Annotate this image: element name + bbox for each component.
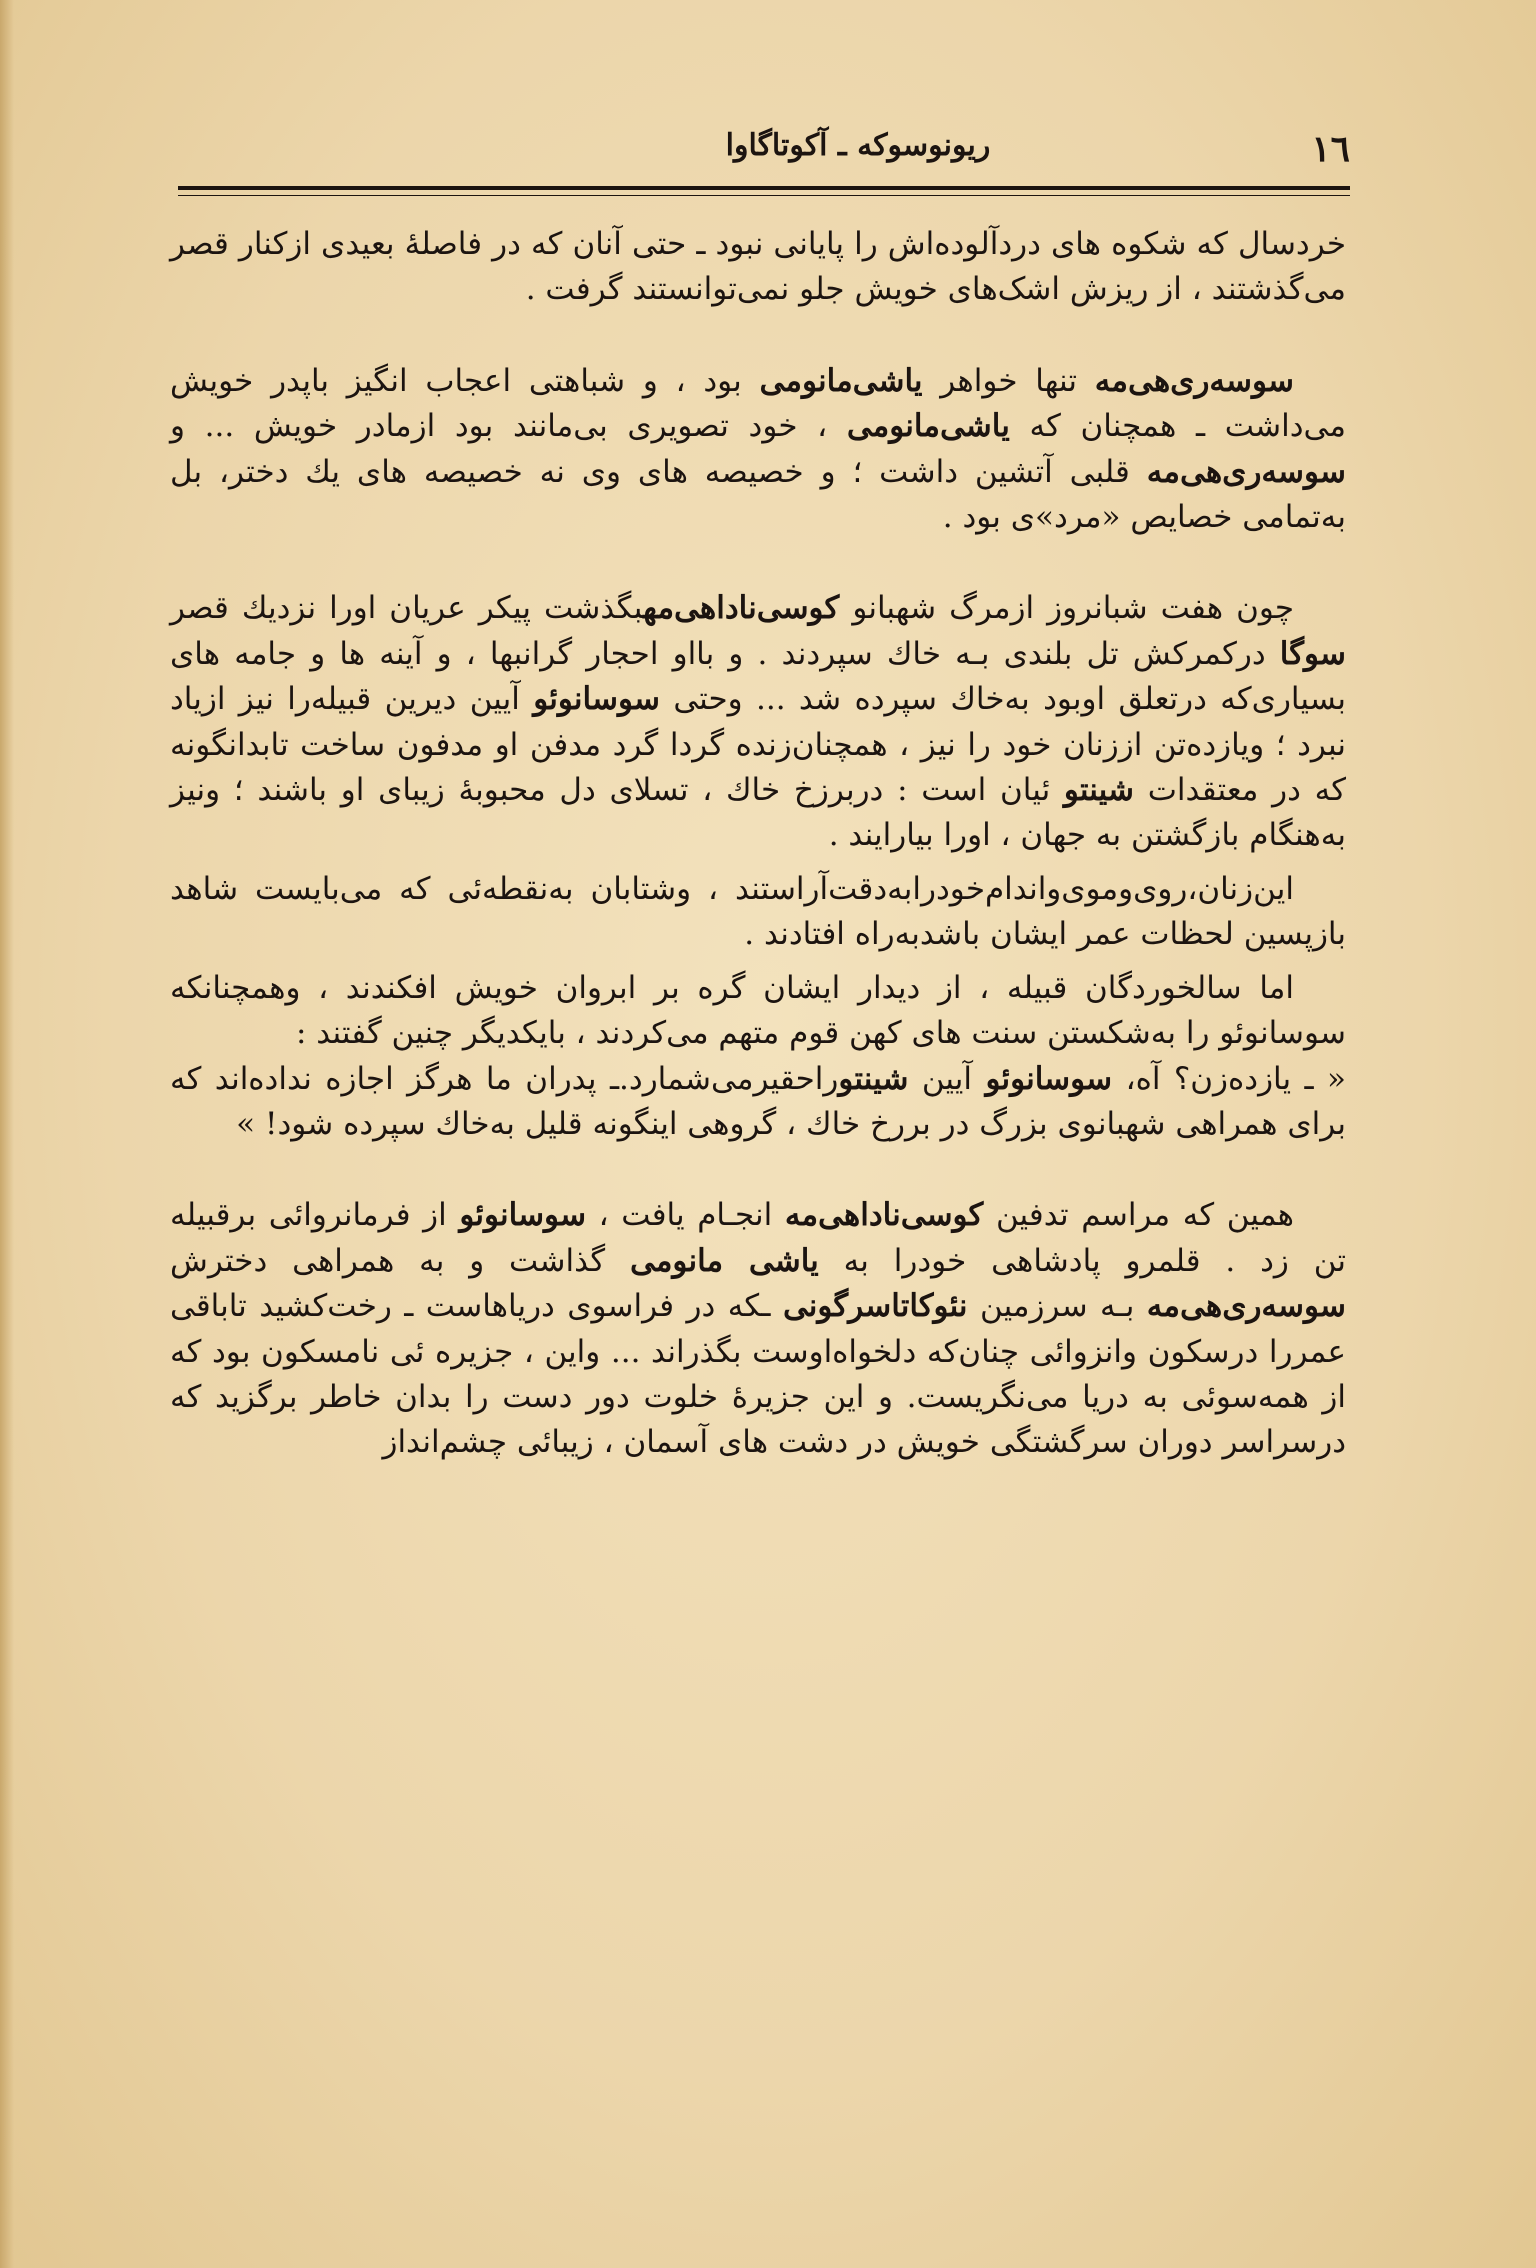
proper-name: یاشی‌مانومی: [846, 408, 1010, 445]
header-rule: [178, 186, 1350, 190]
text-run: این‌زنان،روی‌وموی‌واندام‌خودرابه‌دقت‌آراستند ، وشتابان به‌نقطه‌ئی که می‌بایست شاهد بازپسین لحظات عمر ایشان باشدبه‌راه افتادند .: [170, 870, 1346, 953]
running-title: ريونوسوكه ـ آكوتاگاوا: [725, 128, 991, 163]
text-run: بود ، و شباهتی اعجاب انگیز باپدر خویش می‌داشت ـ همچنان که: [170, 362, 1347, 445]
proper-name: کوسی‌ناداهی‌مه: [643, 590, 840, 627]
proper-name: شینتو: [1063, 772, 1134, 809]
text-run: ـکه در فراسوی دریاهاست ـ رخت‌کشید تاباقی عمررا درسکون وانزوائی چنان‌که دلخواه‌اوست بگذراند ... واین ، جزیره ئی نامسکون بود که از همه‌سوئی به دریا می‌نگریست. و این جزیرهٔ خلوت دور دست را بدان خاطر برگزید که درسراسر دوران سرگشتگی خویش در دشت های آسمان ، زیبائی چشم‌انداز: [170, 1288, 1346, 1461]
page-number: ١٦: [1311, 128, 1350, 170]
text-run: ئیان است : دربرزخ خاك ، تسلای دل محبوبهٔ زیبای او باشند ؛ ونیز به‌هنگام بازگشتن به جهان ، اورا بیارایند .: [170, 772, 1346, 854]
text-run: « ـ یازده‌زن؟ آه،: [1112, 1060, 1346, 1097]
proper-name: سوسه‌ری‌هی‌مه: [1094, 362, 1294, 399]
paragraph-gap: [170, 859, 1346, 867]
text-run: آیین دیرین قبیله‌را نیز ازیاد نبرد ؛ ویازده‌تن اززنان خود را نیز ، همچنان‌زنده گردا گرد مدفن او مدفون ساخت تابدانگونه که در معتقدات: [170, 681, 1346, 809]
proper-name: یاشی مانومی: [629, 1242, 819, 1279]
text-run: از فرمانروائی برقبیله تن زد . قلمرو پادشاهی خودرا به: [170, 1197, 1346, 1279]
paragraph: [170, 1057, 1346, 1148]
text-run: قلبی آتشین داشت ؛ و خصیصه های وی نه خصیصه های یك دختر، بل به‌تمامی خصایص «مرد»ی بود .: [170, 453, 1346, 536]
body-text: [170, 222, 1346, 1466]
text-run: بـه سرزمین: [967, 1288, 1147, 1325]
proper-name: سوسانوئو: [459, 1197, 587, 1234]
text-run: همین که مراسم تدفین: [983, 1197, 1294, 1234]
paragraph-gap: [170, 1147, 1346, 1193]
paragraph-gap: [170, 313, 1346, 359]
paragraph: [170, 586, 1346, 858]
paragraph: [170, 1193, 1346, 1465]
text-run: خردسال که شکوه های دردآلوده‌اش را پایانی نبود ـ حتی آنان که در فاصلهٔ بعیدی ازکنار قصر می‌گذشتند ، از ریزش اشک‌های خویش جلو نمی‌توانستند گرفت .: [170, 226, 1346, 308]
paragraph-gap: [170, 540, 1346, 586]
proper-name: سوسه‌ری‌هی‌مه: [1146, 1288, 1347, 1325]
proper-name: سوگا: [1279, 635, 1346, 672]
text-run: انجـام یافت ،: [586, 1197, 785, 1234]
proper-name: نئوکاتاسرگونی: [782, 1288, 968, 1325]
text-run: درکمرکش تل بلندی بـه خاك سپردند . و بااو احجار گرانبها ، و آینه ها و جامه های بسیاری‌که درتعلق اوبود به‌خاك سپرده شد ... وحتی: [170, 635, 1346, 718]
proper-name: سوسانوئو: [985, 1060, 1113, 1097]
text-run: راحقیرمی‌شمارد.ـ پدران ما هرگز اجازه نداده‌اند که برای همراهی شهبانوی بزرگ در بررخ خاك ، گروهی اینگونه قلیل به‌خاك سپرده شود! »: [170, 1060, 1346, 1142]
text-run: تنها خواهر: [922, 362, 1095, 399]
text-run: گذاشت و به همراهی دخترش: [170, 1242, 630, 1279]
page-header: [178, 122, 1350, 190]
proper-name: سوسه‌ری‌هی‌مه: [1146, 453, 1346, 490]
text-run: بگذشت پیکر عریان اورا نزدیك قصر: [170, 590, 644, 627]
proper-name: کوسی‌ناداهی‌مه: [784, 1197, 984, 1234]
text-run: اما سالخوردگان قبیله ، از دیدار ایشان گره بر ابروان خویش افکندند ، وهمچنانکه سوسانوئو را به‌شکستن سنت های کهن قوم متهم می‌کردند ، بایکدیگر چنین گفتند :: [170, 969, 1346, 1052]
text-run: آیین: [908, 1060, 986, 1097]
header-rule-thin: [178, 195, 1350, 196]
proper-name: سوسانوئو: [533, 681, 660, 718]
paragraph: [170, 222, 1346, 313]
proper-name: شینتو: [838, 1060, 909, 1097]
paragraph: [170, 359, 1346, 541]
paragraph-gap: [170, 958, 1346, 966]
paragraph: [170, 966, 1346, 1057]
paragraph: [170, 867, 1346, 958]
text-run: چون هفت شبانروز ازمرگ شهبانو: [839, 590, 1295, 627]
text-run: ، خود تصویری بی‌مانند بود ازمادر خویش ... و: [170, 408, 847, 445]
proper-name: یاشی‌مانومی: [759, 362, 923, 399]
